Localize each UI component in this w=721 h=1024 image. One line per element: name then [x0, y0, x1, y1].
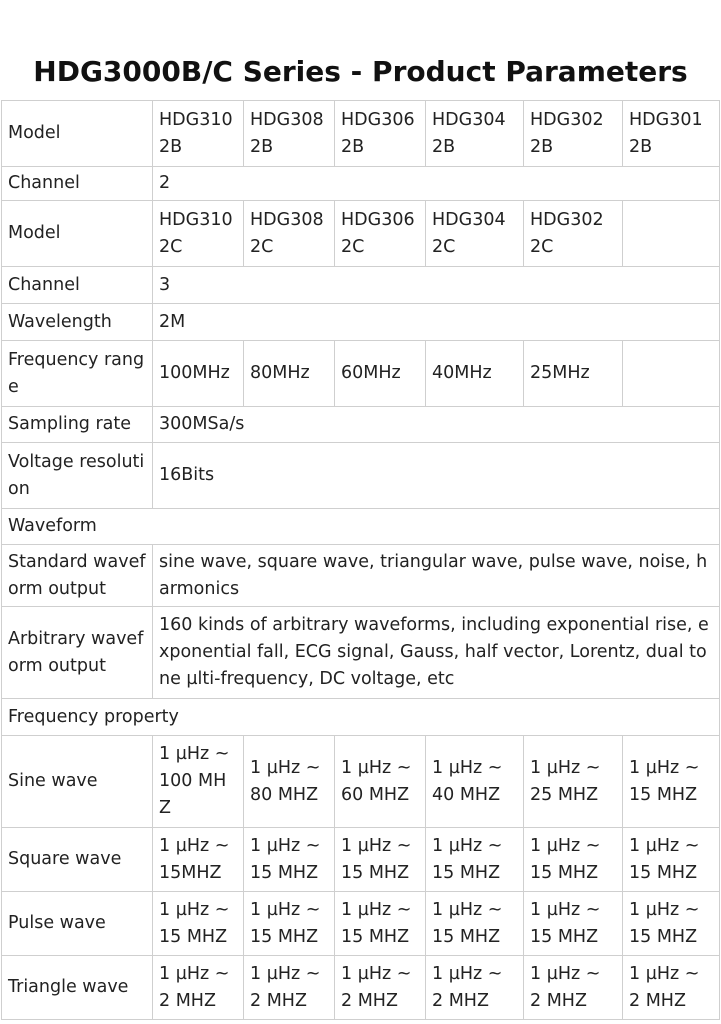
value-cell [524, 736, 623, 828]
value-cell [623, 201, 720, 267]
cell-line: HDG306 [341, 109, 415, 130]
value-cell: 160 kinds of arbitrary waveforms, including exponential rise, exponential fall, ECG signal, Gauss, half vector, Lorentz, dual tone µlti-frequency, DC voltage, etc [153, 607, 720, 699]
value-cell: 3 [153, 267, 720, 304]
cell-line: 60MHz [341, 363, 401, 383]
value-cell [335, 956, 426, 1020]
cell-line: HDG302 [530, 209, 604, 230]
cell-line: 1 µHz ~ [530, 899, 601, 920]
cell-line: HDG308 [250, 209, 324, 230]
cell-line: 15MHZ [159, 862, 222, 883]
cell-line: 1 µHz ~ [629, 835, 700, 856]
table-row [2, 607, 720, 699]
cell-line: 1 µHz ~ [341, 835, 412, 856]
cell-line: 15 MHZ [341, 926, 410, 947]
cell-line: 2 MHZ [159, 990, 216, 1011]
cell-line: 2B [629, 136, 653, 157]
value-cell [153, 828, 244, 892]
table-row [2, 443, 720, 509]
value-cell [153, 736, 244, 828]
cell-line: 2C [159, 236, 183, 257]
cell-line: 1 µHz ~ [629, 899, 700, 920]
cell-line: 1 µHz ~ [159, 744, 230, 764]
cell-line: 80MHz [250, 363, 310, 383]
table-row [2, 167, 720, 201]
cell-line: HDG301 [629, 109, 703, 130]
cell-line: 2 MHZ [629, 990, 686, 1011]
page-title: HDG3000B/C Series - Product Parameters [33, 55, 688, 88]
row-label: Arbitrary waveform output [2, 607, 153, 699]
cell-line: 25MHz [530, 363, 590, 383]
cell-line: 1 µHz ~ [159, 835, 230, 856]
cell-line: 2B [432, 136, 456, 157]
cell-line: 15 MHZ [629, 784, 698, 805]
value-cell [244, 101, 335, 167]
row-label: Pulse wave [2, 892, 153, 956]
value-cell [524, 956, 623, 1020]
row-label: Frequency property [2, 699, 720, 736]
value-cell: 2 [153, 167, 720, 201]
cell-line: 100MHz [159, 363, 230, 383]
value-cell [426, 956, 524, 1020]
cell-line: 2 MHZ [432, 990, 489, 1011]
cell-line: 2B [530, 136, 554, 157]
cell-line: 1 µHz ~ [530, 757, 601, 778]
value-cell [244, 892, 335, 956]
value-cell [153, 341, 244, 407]
cell-line: 2C [341, 236, 365, 257]
cell-line: HDG304 [432, 209, 506, 230]
value-cell [623, 101, 720, 167]
cell-line: 15 MHZ [341, 862, 410, 883]
row-label: Wavelength [2, 304, 153, 341]
value-cell [426, 341, 524, 407]
value-cell [244, 341, 335, 407]
cell-line: 1 µHz ~ [432, 757, 503, 778]
value-cell [426, 892, 524, 956]
cell-line: 1 µHz ~ [432, 963, 503, 984]
cell-line: 1 µHz ~ [250, 963, 321, 984]
table-row [2, 304, 720, 341]
table-row [2, 509, 720, 545]
cell-line: 2 MHZ [530, 990, 587, 1011]
value-cell [623, 828, 720, 892]
cell-line: HDG306 [341, 209, 415, 230]
value-cell [335, 101, 426, 167]
table-row [2, 545, 720, 607]
cell-line: 15 MHZ [159, 926, 228, 947]
cell-line: 1 µHz ~ [629, 757, 700, 778]
table-row [2, 828, 720, 892]
cell-line: 2B [159, 136, 183, 157]
value-cell [153, 892, 244, 956]
row-label: Square wave [2, 828, 153, 892]
value-cell [244, 201, 335, 267]
cell-line: HDG302 [530, 109, 604, 130]
cell-line: 1 µHz ~ [432, 899, 503, 920]
value-cell [426, 101, 524, 167]
cell-line: HDG308 [250, 109, 324, 130]
value-cell [426, 828, 524, 892]
value-cell [623, 956, 720, 1020]
table-row [2, 956, 720, 1020]
cell-line: 1 µHz ~ [159, 899, 230, 920]
cell-line: 1 µHz ~ [629, 963, 700, 984]
value-cell [524, 892, 623, 956]
table-row [2, 892, 720, 956]
cell-line: 40MHz [432, 363, 492, 383]
cell-line: 2C [432, 236, 456, 257]
row-label: Sine wave [2, 736, 153, 828]
cell-line: 2C [530, 236, 554, 257]
row-label: Triangle wave [2, 956, 153, 1020]
row-label: Sampling rate [2, 407, 153, 443]
cell-line: 15 MHZ [432, 926, 501, 947]
cell-line: 1 µHz ~ [341, 899, 412, 920]
cell-line: 40 MHZ [432, 784, 501, 805]
table-row [2, 341, 720, 407]
cell-line: 2 MHZ [341, 990, 398, 1011]
cell-line: 15 MHZ [629, 862, 698, 883]
value-cell [153, 201, 244, 267]
cell-line: 2B [250, 136, 274, 157]
cell-line: 15 MHZ [530, 862, 599, 883]
row-label: Model [2, 201, 153, 267]
cell-line: 1 µHz ~ [341, 963, 412, 984]
table-row [2, 267, 720, 304]
cell-line: 15 MHZ [432, 862, 501, 883]
parameters-table [1, 100, 720, 1020]
row-label: Channel [2, 167, 153, 201]
value-cell [524, 828, 623, 892]
value-cell [335, 736, 426, 828]
value-cell [524, 341, 623, 407]
value-cell [244, 956, 335, 1020]
value-cell: 16Bits [153, 443, 720, 509]
row-label: Standard waveform output [2, 545, 153, 607]
parameters-table-body [2, 101, 720, 1020]
value-cell [244, 736, 335, 828]
cell-line: 1 µHz ~ [250, 757, 321, 778]
cell-line: 15 MHZ [530, 926, 599, 947]
row-label: Frequency range [2, 341, 153, 407]
value-cell [623, 892, 720, 956]
table-row [2, 101, 720, 167]
cell-line: 2B [341, 136, 365, 157]
cell-line: 15 MHZ [250, 862, 319, 883]
cell-line: 1 µHz ~ [250, 835, 321, 856]
cell-line: 60 MHZ [341, 784, 410, 805]
cell-line: HDG304 [432, 109, 506, 130]
table-row [2, 736, 720, 828]
cell-line: 80 MHZ [250, 784, 319, 805]
value-cell [153, 956, 244, 1020]
value-cell [524, 101, 623, 167]
value-cell [335, 828, 426, 892]
row-label: Voltage resolution [2, 443, 153, 509]
value-cell [426, 201, 524, 267]
cell-line: HDG310 [159, 109, 233, 130]
table-row [2, 699, 720, 736]
cell-line: 1 µHz ~ [250, 899, 321, 920]
row-label: Model [2, 101, 153, 167]
cell-line: HDG310 [159, 209, 233, 230]
cell-line: 1 µHz ~ [432, 835, 503, 856]
value-cell [524, 201, 623, 267]
cell-line: 1 µHz ~ [530, 963, 601, 984]
table-row [2, 201, 720, 267]
cell-line: 1 µHz ~ [341, 757, 412, 778]
table-row [2, 407, 720, 443]
value-cell [244, 828, 335, 892]
cell-line: 15 MHZ [629, 926, 698, 947]
value-cell [153, 101, 244, 167]
cell-line: 15 MHZ [250, 926, 319, 947]
value-cell [623, 736, 720, 828]
cell-line: 25 MHZ [530, 784, 599, 805]
value-cell: 300MSa/s [153, 407, 720, 443]
value-cell [335, 892, 426, 956]
cell-line: 2C [250, 236, 274, 257]
value-cell [335, 341, 426, 407]
value-cell [335, 201, 426, 267]
cell-line: 1 µHz ~ [159, 963, 230, 984]
value-cell: 2M [153, 304, 720, 341]
cell-line: Z [159, 798, 171, 818]
value-cell [623, 341, 720, 407]
row-label: Waveform [2, 509, 720, 545]
cell-line: 1 µHz ~ [530, 835, 601, 856]
value-cell [426, 736, 524, 828]
row-label: Channel [2, 267, 153, 304]
cell-line: 100 MH [159, 771, 227, 791]
cell-line: 2 MHZ [250, 990, 307, 1011]
value-cell: sine wave, square wave, triangular wave, pulse wave, noise, harmonics [153, 545, 720, 607]
